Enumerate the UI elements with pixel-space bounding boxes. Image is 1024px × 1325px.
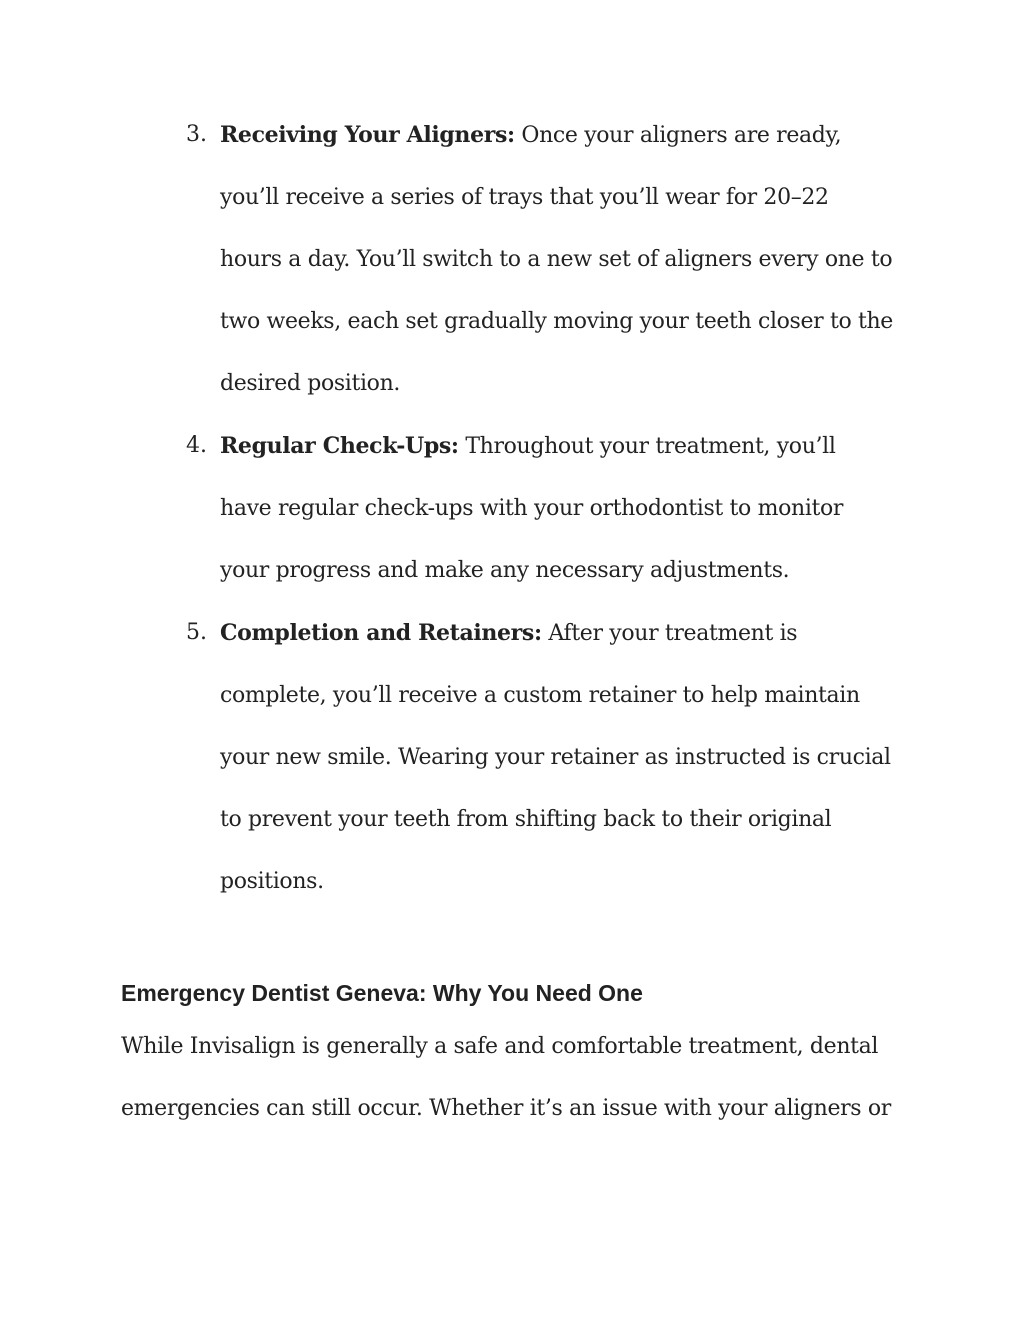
- text-line: [220, 104, 910, 167]
- text-line: to prevent your teeth from shifting back to their original: [220, 807, 832, 832]
- text-line: you’ll receive a series of trays that you’ll wear for 20–22: [220, 185, 829, 210]
- section-heading: Emergency Dentist Geneva: Why You Need One: [121, 980, 643, 1006]
- step-text: After your treatment is: [541, 621, 798, 646]
- list-item-text: [220, 415, 910, 602]
- list-number: 5.: [186, 620, 207, 645]
- list-item-text: [220, 602, 910, 913]
- list-number: 4.: [186, 433, 207, 458]
- body-paragraph: [121, 1016, 921, 1140]
- step-label: Regular Check-Ups:: [220, 433, 459, 459]
- text-line: your progress and make any necessary adjustments.: [220, 558, 790, 583]
- list-item-text: [220, 104, 910, 415]
- step-label: Receiving Your Aligners:: [220, 122, 515, 148]
- text-line: have regular check-ups with your orthodontist to monitor: [220, 496, 844, 521]
- text-line: desired position.: [220, 371, 401, 396]
- text-line: hours a day. You’ll switch to a new set of aligners every one to: [220, 247, 893, 272]
- step-text: Throughout your treatment, you’ll: [458, 434, 836, 459]
- text-line: [220, 602, 910, 665]
- step-text: Once your aligners are ready,: [514, 123, 842, 148]
- step-label: Completion and Retainers:: [220, 620, 542, 646]
- text-line: emergencies can still occur. Whether it’s an issue with your aligners or: [121, 1096, 891, 1121]
- text-line: While Invisalign is generally a safe and comfortable treatment, dental: [121, 1034, 879, 1059]
- text-line: [220, 415, 910, 478]
- text-line: two weeks, each set gradually moving your teeth closer to the: [220, 309, 893, 334]
- text-line: positions.: [220, 869, 324, 894]
- list-number: 3.: [186, 122, 207, 147]
- text-line: complete, you’ll receive a custom retainer to help maintain: [220, 683, 860, 708]
- text-line: your new smile. Wearing your retainer as instructed is crucial: [220, 745, 891, 770]
